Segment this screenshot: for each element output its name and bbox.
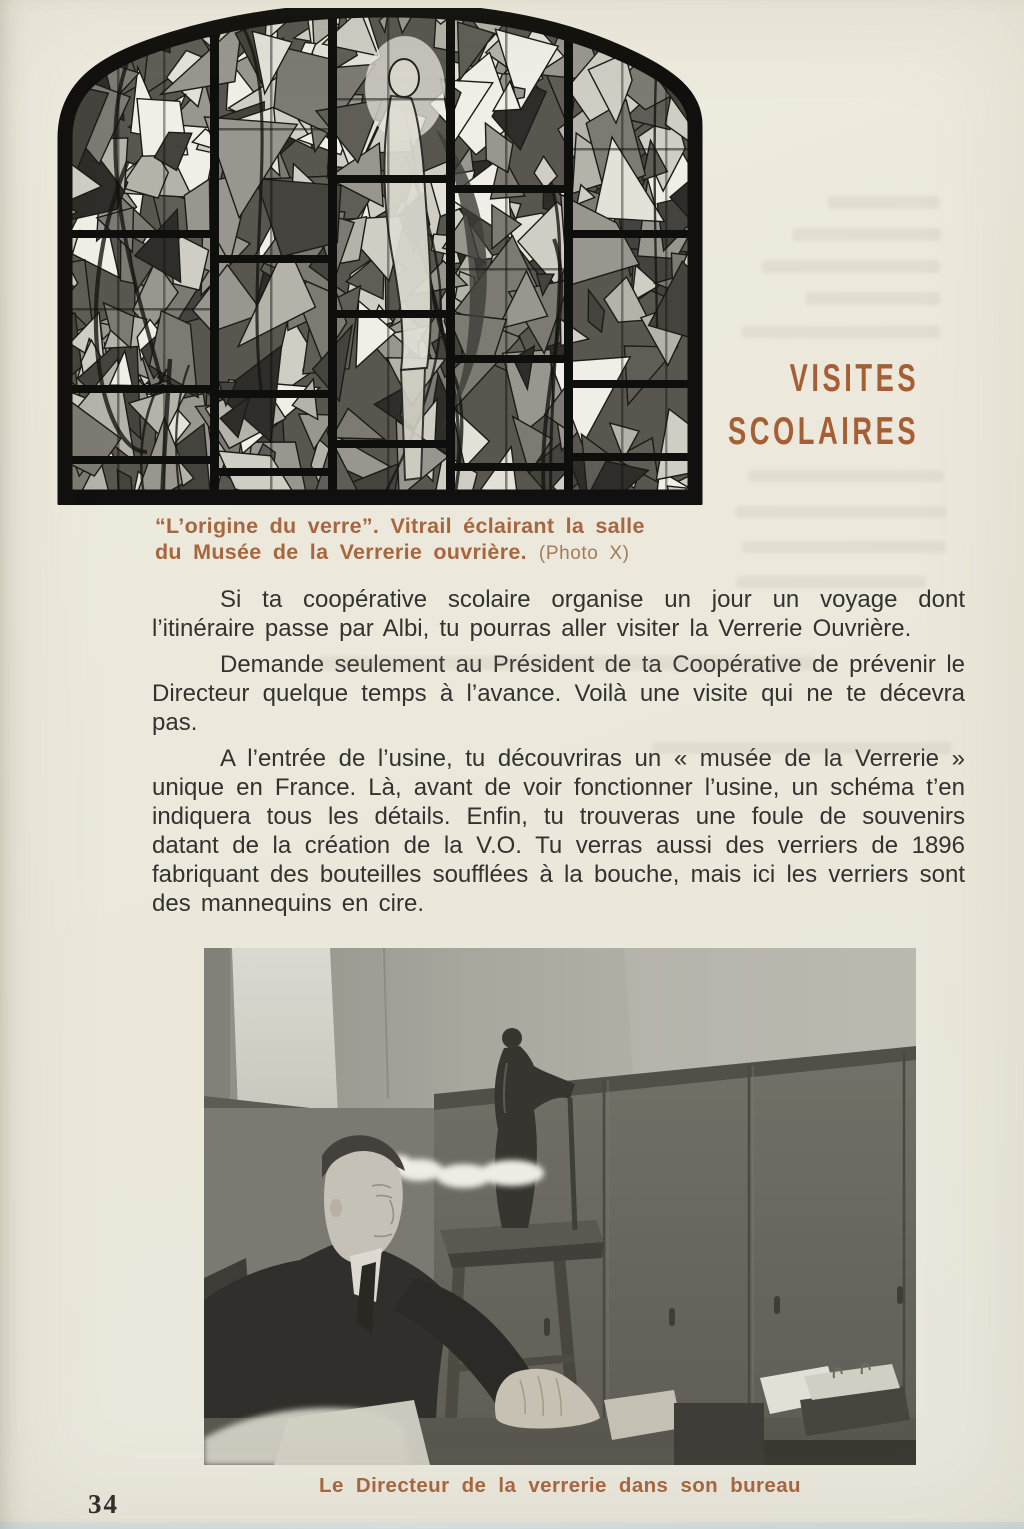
stained-glass-window-image xyxy=(55,8,705,505)
figure-caption-bottom: Le Directeur de la verrerie dans son bureau xyxy=(319,1474,801,1497)
paragraph: A l’entrée de l’usine, tu découvriras un « musée de la Verrerie » unique en France. Là, avant de voir fonctionner l’usine, un schéma t’en indiquera tous les détails. Enfin, tu trouveras une foule de souvenirs datant de la création de la V.O. Tu verras aussi des verriers de 1896 fabriquant des bouteilles soufflées à la bouche, mais ici les verriers sont des mannequins en cire. xyxy=(152,745,965,917)
article-body xyxy=(152,585,965,925)
director-photo-image xyxy=(204,948,916,1465)
photo-credit: (Photo X) xyxy=(538,543,630,564)
caption-line: “L’origine du verre”. Vitrail éclairant la salle xyxy=(155,514,645,538)
showthrough-artifact xyxy=(828,196,940,209)
figure-director-photo xyxy=(204,948,916,1465)
showthrough-artifact xyxy=(793,228,941,241)
showthrough-artifact xyxy=(748,470,944,482)
window-sill xyxy=(58,491,702,505)
caption-line xyxy=(155,539,645,567)
scan-edge xyxy=(0,1522,1024,1529)
showthrough-artifact xyxy=(806,292,940,305)
showthrough-artifact xyxy=(736,506,946,518)
showthrough-artifact xyxy=(762,260,940,273)
caption-text: du Musée de la Verrerie ouvrière. xyxy=(155,540,527,564)
page-number: 34 xyxy=(88,1489,119,1519)
paragraph: Si ta coopérative scolaire organise un jour un voyage dont l’itinéraire passe par Albi, tu pourras aller visiter la Verrerie Ouvrière. xyxy=(152,586,965,642)
section-heading xyxy=(646,352,920,458)
figure-caption-top xyxy=(155,513,645,567)
showthrough-artifact xyxy=(742,326,940,338)
section-heading-line2: SCOLAIRES xyxy=(727,410,920,453)
figure-stained-glass xyxy=(55,8,705,505)
showthrough-artifact xyxy=(742,541,946,553)
paragraph: Demande seulement au Président de ta Coopérative de prévenir le Directeur quelque temps à l’avance. Voilà une visite qui ne te décevra pas. xyxy=(152,651,965,736)
section-heading-line1: VISITES xyxy=(789,357,920,400)
